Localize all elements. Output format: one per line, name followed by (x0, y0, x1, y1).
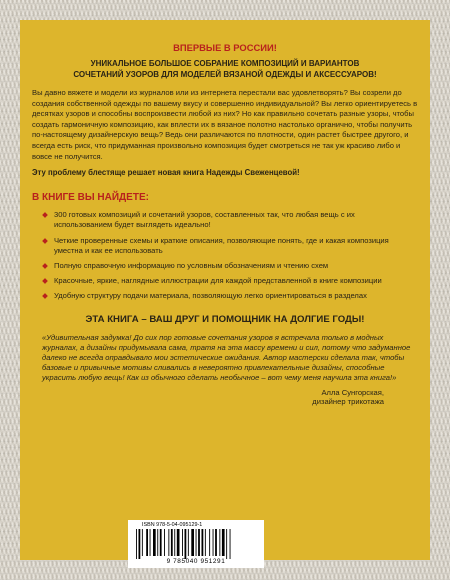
feature-text: Четкие проверенные схемы и краткие описания, позволяющие понять, где и какая композиция уместна и как ее использовать (54, 235, 389, 255)
barcode-bar (198, 529, 200, 556)
barcode-bar (222, 529, 225, 556)
barcode-bar (182, 529, 183, 556)
barcode-bar (196, 529, 197, 556)
friend-heading: ЭТА КНИГА – ВАШ ДРУГ И ПОМОЩНИК НА ДОЛГИЕ ГОДЫ! (85, 313, 365, 325)
isbn-number: ISBN 978-5-04-095129-1 (142, 522, 203, 528)
feature-item (54, 210, 418, 230)
barcode-bar (209, 529, 210, 556)
barcode-bar (177, 529, 180, 556)
feature-text: 300 готовых композиций и сочетаний узоров, составленных так, что любая вещь с их использованием будет выглядеть идеально! (54, 210, 355, 230)
heading-collection-line-1: УНИКАЛЬНОЕ БОЛЬШОЕ СОБРАНИЕ КОМПОЗИЦИЙ И ВАРИАНТОВ (90, 59, 360, 68)
barcode-bar (174, 529, 175, 556)
barcode-bar (142, 529, 143, 556)
feature-text: Полную справочную информацию по условным обозначениям и чтению схем (54, 260, 329, 270)
diamond-bullet-icon (42, 263, 48, 269)
barcode-bar (160, 529, 162, 556)
diamond-bullet-icon (42, 294, 48, 300)
barcode-bar (150, 529, 151, 556)
barcode-bar (215, 529, 217, 556)
barcode-bar (153, 529, 156, 556)
feature-item (54, 276, 418, 286)
book-contents-heading: В КНИГЕ ВЫ НАЙДЕТЕ: (32, 192, 149, 204)
barcode-bar (157, 529, 158, 556)
barcode-bar (164, 529, 165, 556)
back-cover-panel (20, 20, 430, 560)
heading-collection (32, 59, 418, 80)
feature-text: Удобную структуру подачи материала, позволяющую легко ориентироваться в разделах (54, 291, 367, 301)
diamond-bullet-icon (42, 278, 48, 284)
author-role: дизайнер трикотажа (312, 397, 384, 407)
barcode-bar (202, 529, 204, 556)
barcode-label (128, 520, 264, 568)
testimonial-quote: «Удивительная задумка! До сих пор готовые сочетания узоров я встречала только в модных журналах, а дизайны придумывала сама, тратя на эта массу времени и сил, потому что задуманное далеко не всегда оправдывало мои эстетические ожидания. Автор мастерски сделала так, чтобы базовые и привычные мотивы сливались в невероятно привлекательные дизайны, способные украсить любую вещь! Как из обычного сделать необычное – вот чему меня научила эта книга!» (42, 332, 411, 383)
barcode-bar (146, 529, 148, 556)
feature-item (54, 236, 418, 256)
barcode-bar (230, 529, 231, 559)
barcode-bar (168, 529, 169, 556)
barcode-bar (213, 529, 214, 556)
intro-paragraph: Вы давно вяжете и модели из журналов или из интернета перестали вас удовлетворять? Вы созрели до создания собственной одежды по вашему вкусу и совершенно индивидуальной? Вы легко ориентируетесь в десятках узоров и способны воспроизвести любой из них? Но как правильно сочетать разные узоры, чтобы создать гармоничную композицию, как вплести их в вязаное полотно настолько органично, чтобы получить по-настоящему дизайнерскую вещь? Ведь они различаются по плотности, один растет быстрее другого, и всегда есть риск, что придуманная произвольно композиция будет смотреться не так уж красиво либо и вовсе не получится. (32, 88, 418, 161)
heading-first-in-russia: ВПЕРВЫЕ В РОССИИ! (173, 42, 277, 53)
barcode-bar (205, 529, 206, 556)
author-name: Алла Сунгорская, (321, 387, 384, 397)
feature-text: Красочные, яркие, наглядные иллюстрации для каждой представленной в книге композиции (54, 276, 382, 286)
feature-item (54, 261, 418, 271)
barcode-bar (188, 529, 189, 556)
barcode-bar (185, 529, 187, 559)
heading-collection-line-2: СОЧЕТАНИЙ УЗОРОВ ДЛЯ МОДЕЛЕЙ ВЯЗАНОЙ ОДЕЖДЫ И АКСЕССУАРОВ! (73, 69, 377, 79)
barcode-bar (191, 529, 194, 556)
feature-item (54, 291, 418, 301)
barcode-bar (139, 529, 141, 559)
barcode-bar (136, 529, 137, 559)
solution-line: Эту проблему блестяще решает новая книга Надежды Свеженцевой! (32, 168, 300, 178)
testimonial-author (32, 388, 418, 407)
ean-digits: 9 785040 951291 (166, 558, 226, 565)
barcode-bar (219, 529, 220, 556)
barcode-icon (132, 529, 260, 559)
diamond-bullet-icon (42, 238, 48, 244)
diamond-bullet-icon (42, 212, 48, 218)
barcode-bar (171, 529, 173, 556)
feature-list (32, 210, 418, 301)
barcode-bar (226, 529, 227, 559)
